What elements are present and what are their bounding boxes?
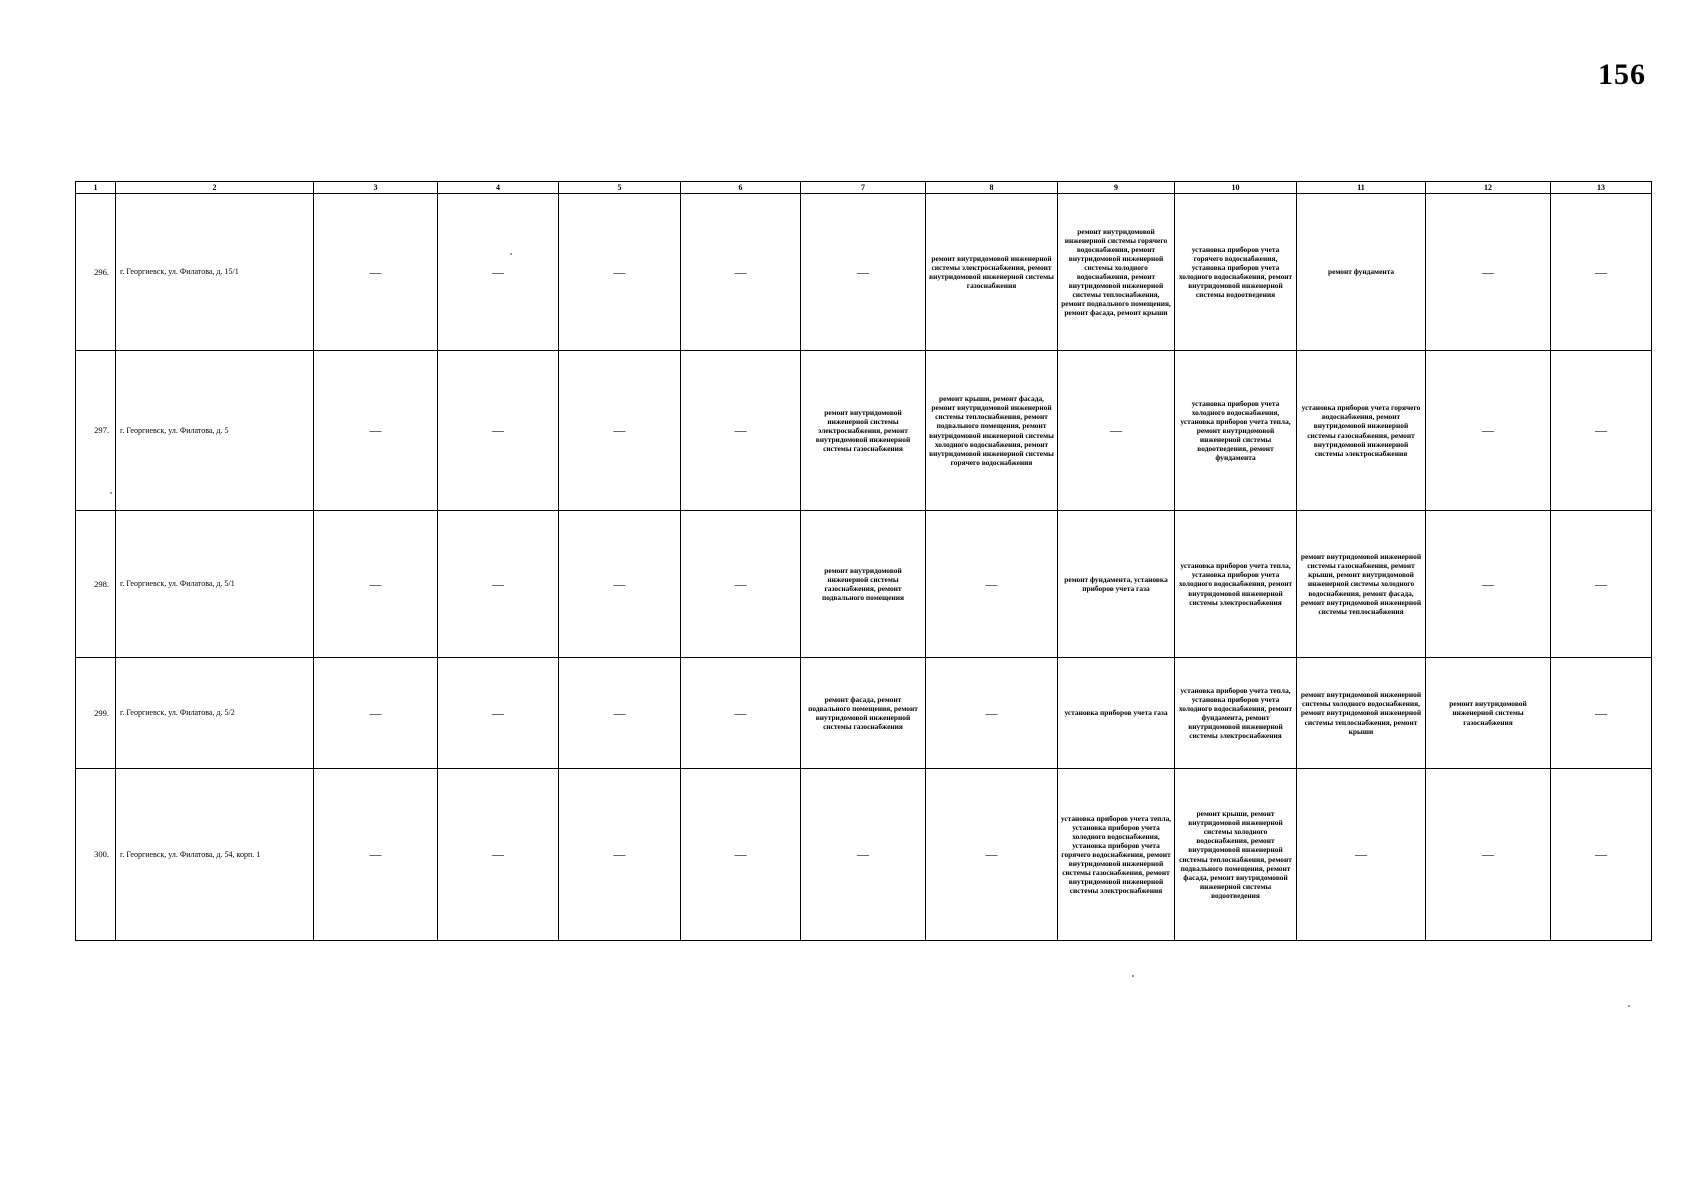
column-header-10: 10 [1175,182,1297,194]
empty-dash-cell: — [314,658,438,769]
column-header-1: 1 [76,182,116,194]
address-cell: г. Георгиевск, ул. Филатова, д. 5/1 [116,511,314,658]
page-number: 156 [1598,58,1646,91]
address-cell: г. Георгиевск, ул. Филатова, д. 54, корп. 1 [116,769,314,941]
column-header-6: 6 [681,182,801,194]
empty-dash-cell: — [801,769,926,941]
work-type-cell: ремонт крыши, ремонт фасада, ремонт внутридомовой инженерной системы теплоснабжения, ремонт подвального помещения, ремонт внутридомовой инженерной системы холодного водоснабжения, ремонт внутридомовой инженерной системы горячего водоснабжения [926,351,1058,511]
work-type-cell: ремонт внутридомовой инженерной системы газоснабжения, ремонт подвального помещения [801,511,926,658]
work-type-cell: установка приборов учета горячего водоснабжения, установка приборов учета холодного водоснабжения, ремонт внутридомовой инженерной системы водоотведения [1175,194,1297,351]
empty-dash-cell: — [438,194,559,351]
work-type-cell: установка приборов учета горячего водоснабжения, ремонт внутридомовой инженерной системы газоснабжения, ремонт внутридомовой инженерной системы электроснабжения [1297,351,1426,511]
work-type-cell: ремонт внутридомовой инженерной системы электроснабжения, ремонт внутридомовой инженерной системы газоснабжения [801,351,926,511]
empty-dash-cell: — [681,511,801,658]
column-header-5: 5 [559,182,681,194]
repair-program-table [75,181,1652,941]
table-row [76,351,1652,511]
empty-dash-cell: — [438,351,559,511]
empty-dash-cell: — [926,769,1058,941]
work-type-cell: ремонт крыши, ремонт внутридомовой инженерной системы холодного водоснабжения, ремонт внутридомовой инженерной системы теплоснабжения, ремонт подвального помещения, ремонт фасада, ремонт внутридомовой инженерной системы водоотведения [1175,769,1297,941]
work-type-cell: ремонт фундамента [1297,194,1426,351]
work-type-cell: установка приборов учета тепла, установка приборов учета холодного водоснабжения, ремонт фундамента, ремонт внутридомовой инженерной системы электроснабжения [1175,658,1297,769]
row-number: 296. [76,194,116,351]
work-type-cell: ремонт внутридомовой инженерной системы горячего водоснабжения, ремонт внутридомовой инженерной системы холодного водоснабжения, ремонт внутридомовой инженерной системы теплоснабжения, ремонт подвального помещения, ремонт фасада, ремонт крыши [1058,194,1175,351]
empty-dash-cell: — [314,511,438,658]
empty-dash-cell: — [1426,194,1551,351]
column-header-13: 13 [1551,182,1652,194]
empty-dash-cell: — [1551,769,1652,941]
work-type-cell: установка приборов учета холодного водоснабжения, установка приборов учета тепла, ремонт внутридомовой инженерной системы водоотведения, ремонт фундамента [1175,351,1297,511]
empty-dash-cell: — [314,769,438,941]
work-type-cell: установка приборов учета газа [1058,658,1175,769]
scan-speck [110,492,112,494]
work-type-cell: ремонт фасада, ремонт подвального помещения, ремонт внутридомовой инженерной системы газоснабжения [801,658,926,769]
empty-dash-cell: — [559,658,681,769]
empty-dash-cell: — [1426,511,1551,658]
empty-dash-cell: — [801,194,926,351]
empty-dash-cell: — [1551,194,1652,351]
empty-dash-cell: — [1426,351,1551,511]
column-header-7: 7 [801,182,926,194]
repair-program-table-wrapper [75,181,1651,941]
scan-speck [1628,1005,1630,1007]
table-body [76,194,1652,941]
empty-dash-cell: — [314,351,438,511]
table-row [76,769,1652,941]
column-number-header-row [76,182,1652,194]
empty-dash-cell: — [559,769,681,941]
column-header-12: 12 [1426,182,1551,194]
table-row [76,658,1652,769]
empty-dash-cell: — [438,658,559,769]
empty-dash-cell: — [438,769,559,941]
empty-dash-cell: — [681,351,801,511]
column-header-4: 4 [438,182,559,194]
empty-dash-cell: — [926,511,1058,658]
column-header-2: 2 [116,182,314,194]
empty-dash-cell: — [559,351,681,511]
empty-dash-cell: — [559,194,681,351]
empty-dash-cell: — [1551,511,1652,658]
column-header-11: 11 [1297,182,1426,194]
empty-dash-cell: — [926,658,1058,769]
empty-dash-cell: — [1551,658,1652,769]
address-cell: г. Георгиевск, ул. Филатова, д. 15/1 [116,194,314,351]
row-number: 297. [76,351,116,511]
empty-dash-cell: — [681,194,801,351]
empty-dash-cell: — [314,194,438,351]
work-type-cell: ремонт фундамента, установка приборов учета газа [1058,511,1175,658]
work-type-cell: ремонт внутридомовой инженерной системы холодного водоснабжения, ремонт внутридомовой инженерной системы теплоснабжения, ремонт крыши [1297,658,1426,769]
column-header-3: 3 [314,182,438,194]
work-type-cell: установка приборов учета тепла, установка приборов учета холодного водоснабжения, установка приборов учета горячего водоснабжения, ремонт внутридомовой инженерной системы газоснабжения, ремонт внутридомовой инженерной системы электроснабжения [1058,769,1175,941]
table-row [76,194,1652,351]
scan-speck [510,253,512,255]
row-number: 298. [76,511,116,658]
empty-dash-cell: — [1551,351,1652,511]
empty-dash-cell: — [1426,769,1551,941]
address-cell: г. Георгиевск, ул. Филатова, д. 5/2 [116,658,314,769]
column-header-8: 8 [926,182,1058,194]
address-cell: г. Георгиевск, ул. Филатова, д. 5 [116,351,314,511]
work-type-cell: ремонт внутридомовой инженерной системы газоснабжения, ремонт крыши, ремонт внутридомовой инженерной системы холодного водоснабжения, ремонт фасада, ремонт внутридомовой инженерной системы теплоснабжения [1297,511,1426,658]
work-type-cell: установка приборов учета тепла, установка приборов учета холодного водоснабжения, ремонт внутридомовой инженерной системы электроснабжения [1175,511,1297,658]
table-row [76,511,1652,658]
empty-dash-cell: — [1058,351,1175,511]
empty-dash-cell: — [559,511,681,658]
row-number: 299. [76,658,116,769]
empty-dash-cell: — [681,769,801,941]
empty-dash-cell: — [438,511,559,658]
empty-dash-cell: — [681,658,801,769]
row-number: 300. [76,769,116,941]
work-type-cell: ремонт внутридомовой инженерной системы электроснабжения, ремонт внутридомовой инженерной системы газоснабжения [926,194,1058,351]
work-type-cell: ремонт внутридомовой инженерной системы газоснабжения [1426,658,1551,769]
scan-speck [1132,975,1134,977]
column-header-9: 9 [1058,182,1175,194]
empty-dash-cell: — [1297,769,1426,941]
